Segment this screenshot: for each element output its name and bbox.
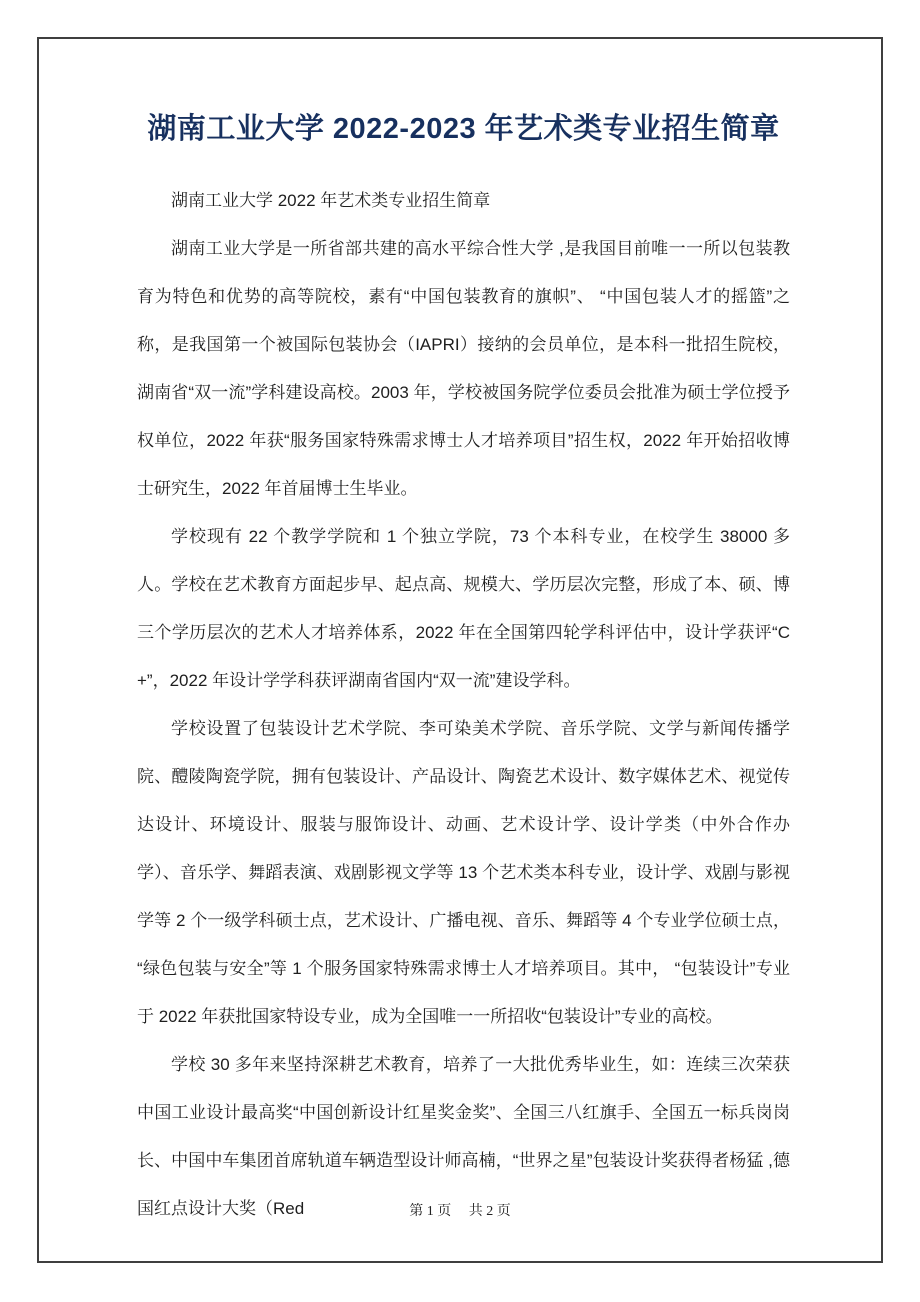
paragraph-scale: 学校现有 22 个教学学院和 1 个独立学院，73 个本科专业，在校学生 38000 多人。学校在艺术教育方面起步早、起点高、规模大、学历层次完整，形成了本、硕、博三个学历层次的艺术人才培养体系，2022 年在全国第四轮学科评估中，设计学获评“C+”，2022 年设计学学科获评湖南省国内“双一流”建设学科。 <box>137 527 790 690</box>
paragraph-heading-line: 湖南工业大学 2022 年艺术类专业招生简章 <box>171 191 491 210</box>
paragraph-colleges: 学校设置了包装设计艺术学院、李可染美术学院、音乐学院、文学与新闻传播学院、醴陵陶瓷学院，拥有包装设计、产品设计、陶瓷艺术设计、数字媒体艺术、视觉传达设计、环境设计、服装与服饰设计、动画、艺术设计学、设计学类（中外合作办学）、音乐学、舞蹈表演、戏剧影视文学等 13 个艺术类本科专业，设计学、戏剧与影视学等 2 个一级学科硕士点，艺术设计、广播电视、音乐、舞蹈等 4 个专业学位硕士点， “绿色包装与安全”等 1 个服务国家特殊需求博士人才培养项目。其中， “包装设计”专业于 2022 年获批国家特设专业，成为全国唯一一所招收“包装设计”专业的高校。 <box>137 719 790 1026</box>
document-title: 湖南工业大学 2022-2023 年艺术类专业招生简章 <box>147 113 780 145</box>
paragraph-overview: 湖南工业大学是一所省部共建的高水平综合性大学 ,是我国目前唯一一所以包装教育为特色和优势的高等院校，素有“中国包装教育的旗帜”、 “中国包装人才的摇篮”之称，是我国第一个被国际包装协会（IAPRI）接纳的会员单位，是本科一批招生院校，湖南省“双一流”学科建设高校。2003 年，学校被国务院学位委员会批准为硕士学位授予权单位，2022 年获“服务国家特殊需求博士人才培养项目”招生权，2022 年开始招收博士研究生，2022 年首届博士生毕业。 <box>137 239 790 498</box>
paragraph-alumni: 学校 30 多年来坚持深耕艺术教育，培养了一大批优秀毕业生，如：连续三次荣获中国工业设计最高奖“中国创新设计红星奖金奖”、全国三八红旗手、全国五一标兵岗岗长、中国中车集团首席轨道车辆造型设计师高楠，“世界之星”包装设计奖获得者杨猛 ,德国红点设计大奖（Red <box>137 1055 790 1218</box>
document-content <box>137 37 790 1233</box>
page-number-footer: 第 1 页 共 2 页 <box>409 1204 511 1219</box>
document-body <box>137 177 790 1233</box>
